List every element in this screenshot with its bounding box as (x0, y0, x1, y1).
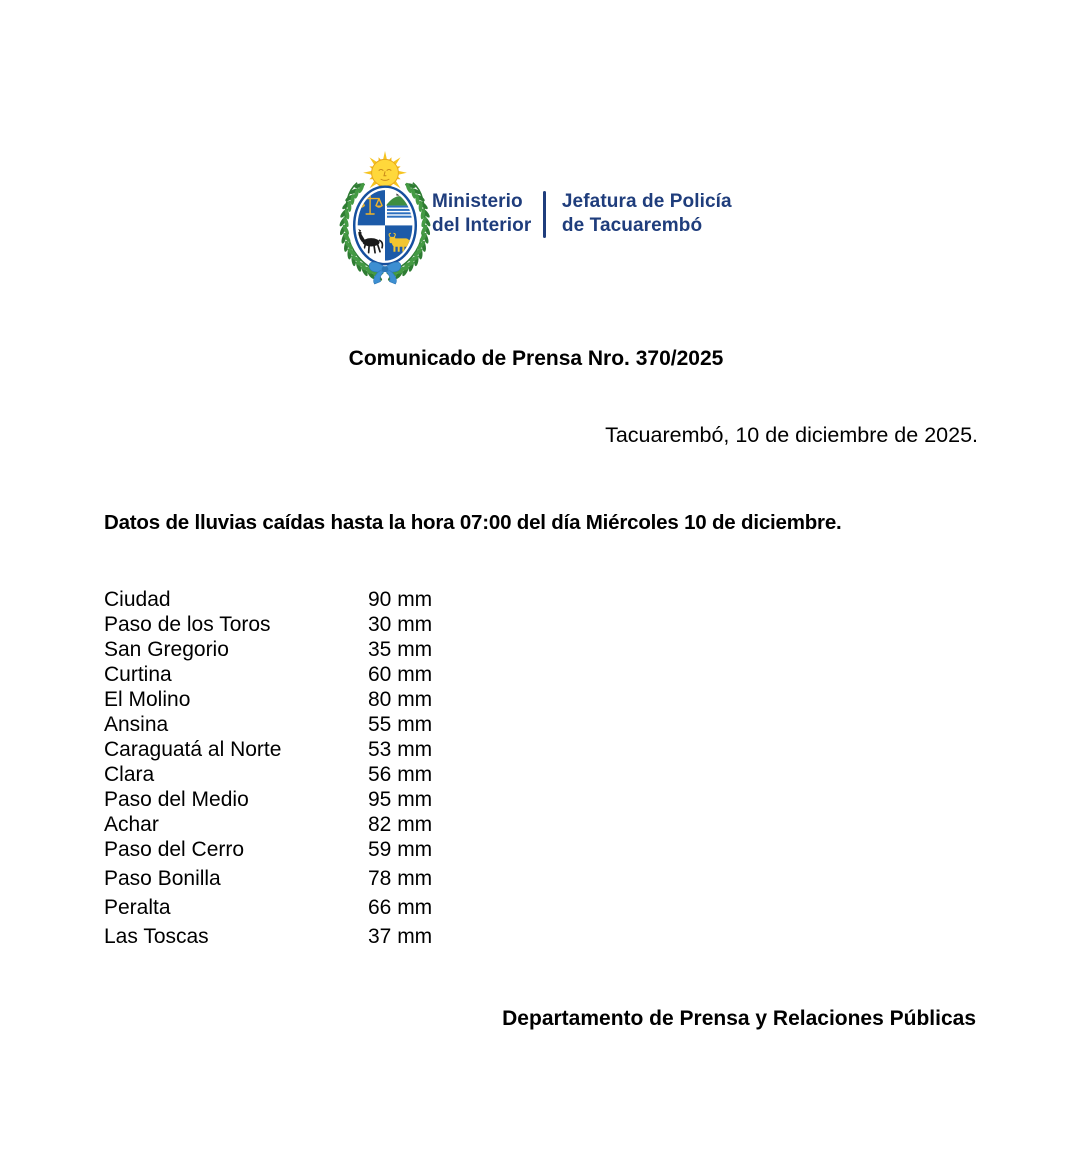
rainfall-value: 66 mm (368, 896, 433, 919)
rainfall-value: 80 mm (368, 688, 433, 711)
location-label: San Gregorio (104, 638, 229, 661)
location-label: Paso del Cerro (104, 838, 245, 861)
rainfall-value: 35 mm (368, 638, 433, 661)
rainfall-value: 60 mm (368, 663, 433, 686)
rainfall-value: 95 mm (368, 788, 433, 811)
rainfall-value: 56 mm (368, 763, 433, 786)
table-row (104, 637, 432, 662)
document-title: Comunicado de Prensa Nro. 370/2025 (348, 347, 724, 370)
ministry-name (432, 190, 531, 238)
location-label: Paso del Medio (104, 788, 249, 811)
location-label: Achar (104, 813, 159, 836)
table-row (104, 712, 432, 737)
table-row (104, 662, 432, 687)
location-label: Ansina (104, 713, 169, 736)
table-row (104, 812, 432, 837)
police-department-line2: de Tacuarembó (561, 215, 703, 236)
rainfall-value: 37 mm (368, 925, 433, 948)
rainfall-value: 53 mm (368, 738, 433, 761)
location-label: Ciudad (104, 588, 171, 611)
location-label: Curtina (104, 663, 172, 686)
table-row (104, 762, 432, 787)
table-row (104, 866, 432, 891)
rainfall-value: 30 mm (368, 613, 433, 636)
rainfall-heading: Datos de lluvias caídas hasta la hora 07:00 del día Miércoles 10 de diciembre. (104, 511, 842, 534)
table-row (104, 687, 432, 712)
location-label: Caraguatá al Norte (104, 738, 282, 761)
ministry-name-line1: Ministerio (432, 191, 523, 212)
location-label: Las Toscas (104, 925, 209, 948)
location-label: Paso de los Toros (104, 613, 271, 636)
letterhead-text (432, 190, 732, 238)
letterhead-divider (543, 191, 546, 238)
police-department-line1: Jefatura de Policía (561, 191, 732, 212)
table-row (104, 737, 432, 762)
signature-department: Departamento de Prensa y Relaciones Públicas (502, 1007, 976, 1030)
uruguay-coat-of-arms-icon (330, 142, 440, 286)
rainfall-table (104, 587, 432, 949)
ministry-name-line2: del Interior (432, 215, 532, 236)
table-row (104, 587, 432, 612)
location-label: El Molino (104, 688, 191, 711)
rainfall-value: 55 mm (368, 713, 433, 736)
rainfall-value: 82 mm (368, 813, 433, 836)
location-label: Peralta (104, 896, 171, 919)
letterhead (330, 142, 732, 286)
table-row (104, 612, 432, 637)
police-department-name (562, 190, 732, 238)
rainfall-value: 59 mm (368, 838, 433, 861)
location-label: Paso Bonilla (104, 867, 221, 890)
dateline: Tacuarembó, 10 de diciembre de 2025. (605, 423, 978, 447)
table-row (104, 837, 432, 862)
table-row (104, 895, 432, 920)
table-row (104, 924, 432, 949)
rainfall-value: 78 mm (368, 867, 433, 890)
table-row (104, 787, 432, 812)
location-label: Clara (104, 763, 155, 786)
rainfall-value: 90 mm (368, 588, 433, 611)
